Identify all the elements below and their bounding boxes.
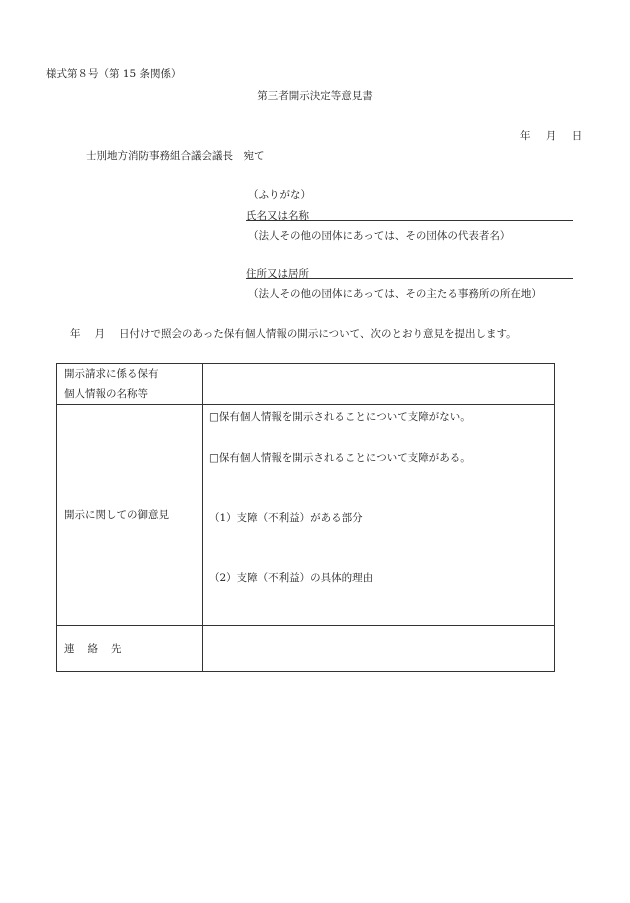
name-label: 氏名又は名称 (246, 210, 309, 222)
contact-label (57, 626, 203, 672)
statement-text (70, 326, 517, 341)
option-no-harm[interactable]: □保有個人情報を開示されることについて支障がない。 (209, 411, 471, 423)
table-row (57, 626, 555, 672)
contact-label-char3: 先 (111, 642, 122, 655)
harm-part-heading: （1）支障（不利益）がある部分 (209, 512, 363, 524)
statement-month: 月 (94, 328, 105, 340)
harm-reason-heading: （2）支障（不利益）の具体的理由 (209, 572, 374, 584)
name-field-line[interactable] (246, 220, 573, 221)
date-line (520, 128, 582, 143)
statement-year: 年 (70, 328, 81, 340)
date-month: 月 (545, 130, 557, 142)
contact-value[interactable] (203, 626, 555, 672)
furigana-label: （ふりがな） (248, 189, 311, 201)
info-name-label-line1: 開示請求に係る保有 (64, 368, 159, 380)
table-row (57, 364, 555, 405)
opinion-label: 開示に関しての御意見 (57, 405, 203, 626)
opinion-table (56, 363, 555, 672)
statement-body: 日付けで照会のあった保有個人情報の開示について、次のとおり意見を提出します。 (119, 328, 517, 340)
address-field-line[interactable] (246, 278, 573, 279)
form-number: 様式第８号（第 15 条関係） (46, 68, 182, 80)
date-year: 年 (520, 130, 531, 142)
table-row (57, 405, 555, 626)
contact-label-char1: 連 (64, 642, 75, 655)
info-name-label (57, 364, 203, 405)
option-harm[interactable]: □保有個人情報を開示されることについて支障がある。 (209, 452, 471, 464)
info-name-value[interactable] (203, 364, 555, 405)
date-day: 日 (571, 130, 583, 142)
address-label: 住所又は居所 (246, 268, 309, 280)
addressee: 士別地方消防事務組合議会議長 宛て (86, 150, 265, 162)
name-note: （法人その他の団体にあっては、その団体の代表者名） (248, 230, 511, 242)
opinion-value (203, 405, 555, 626)
info-name-label-line2: 個人情報の名称等 (64, 388, 148, 400)
contact-label-char2: 絡 (87, 642, 98, 655)
address-note: （法人その他の団体にあっては、その主たる事務所の所在地） (248, 288, 542, 300)
document-title: 第三者開示決定等意見書 (257, 90, 373, 102)
